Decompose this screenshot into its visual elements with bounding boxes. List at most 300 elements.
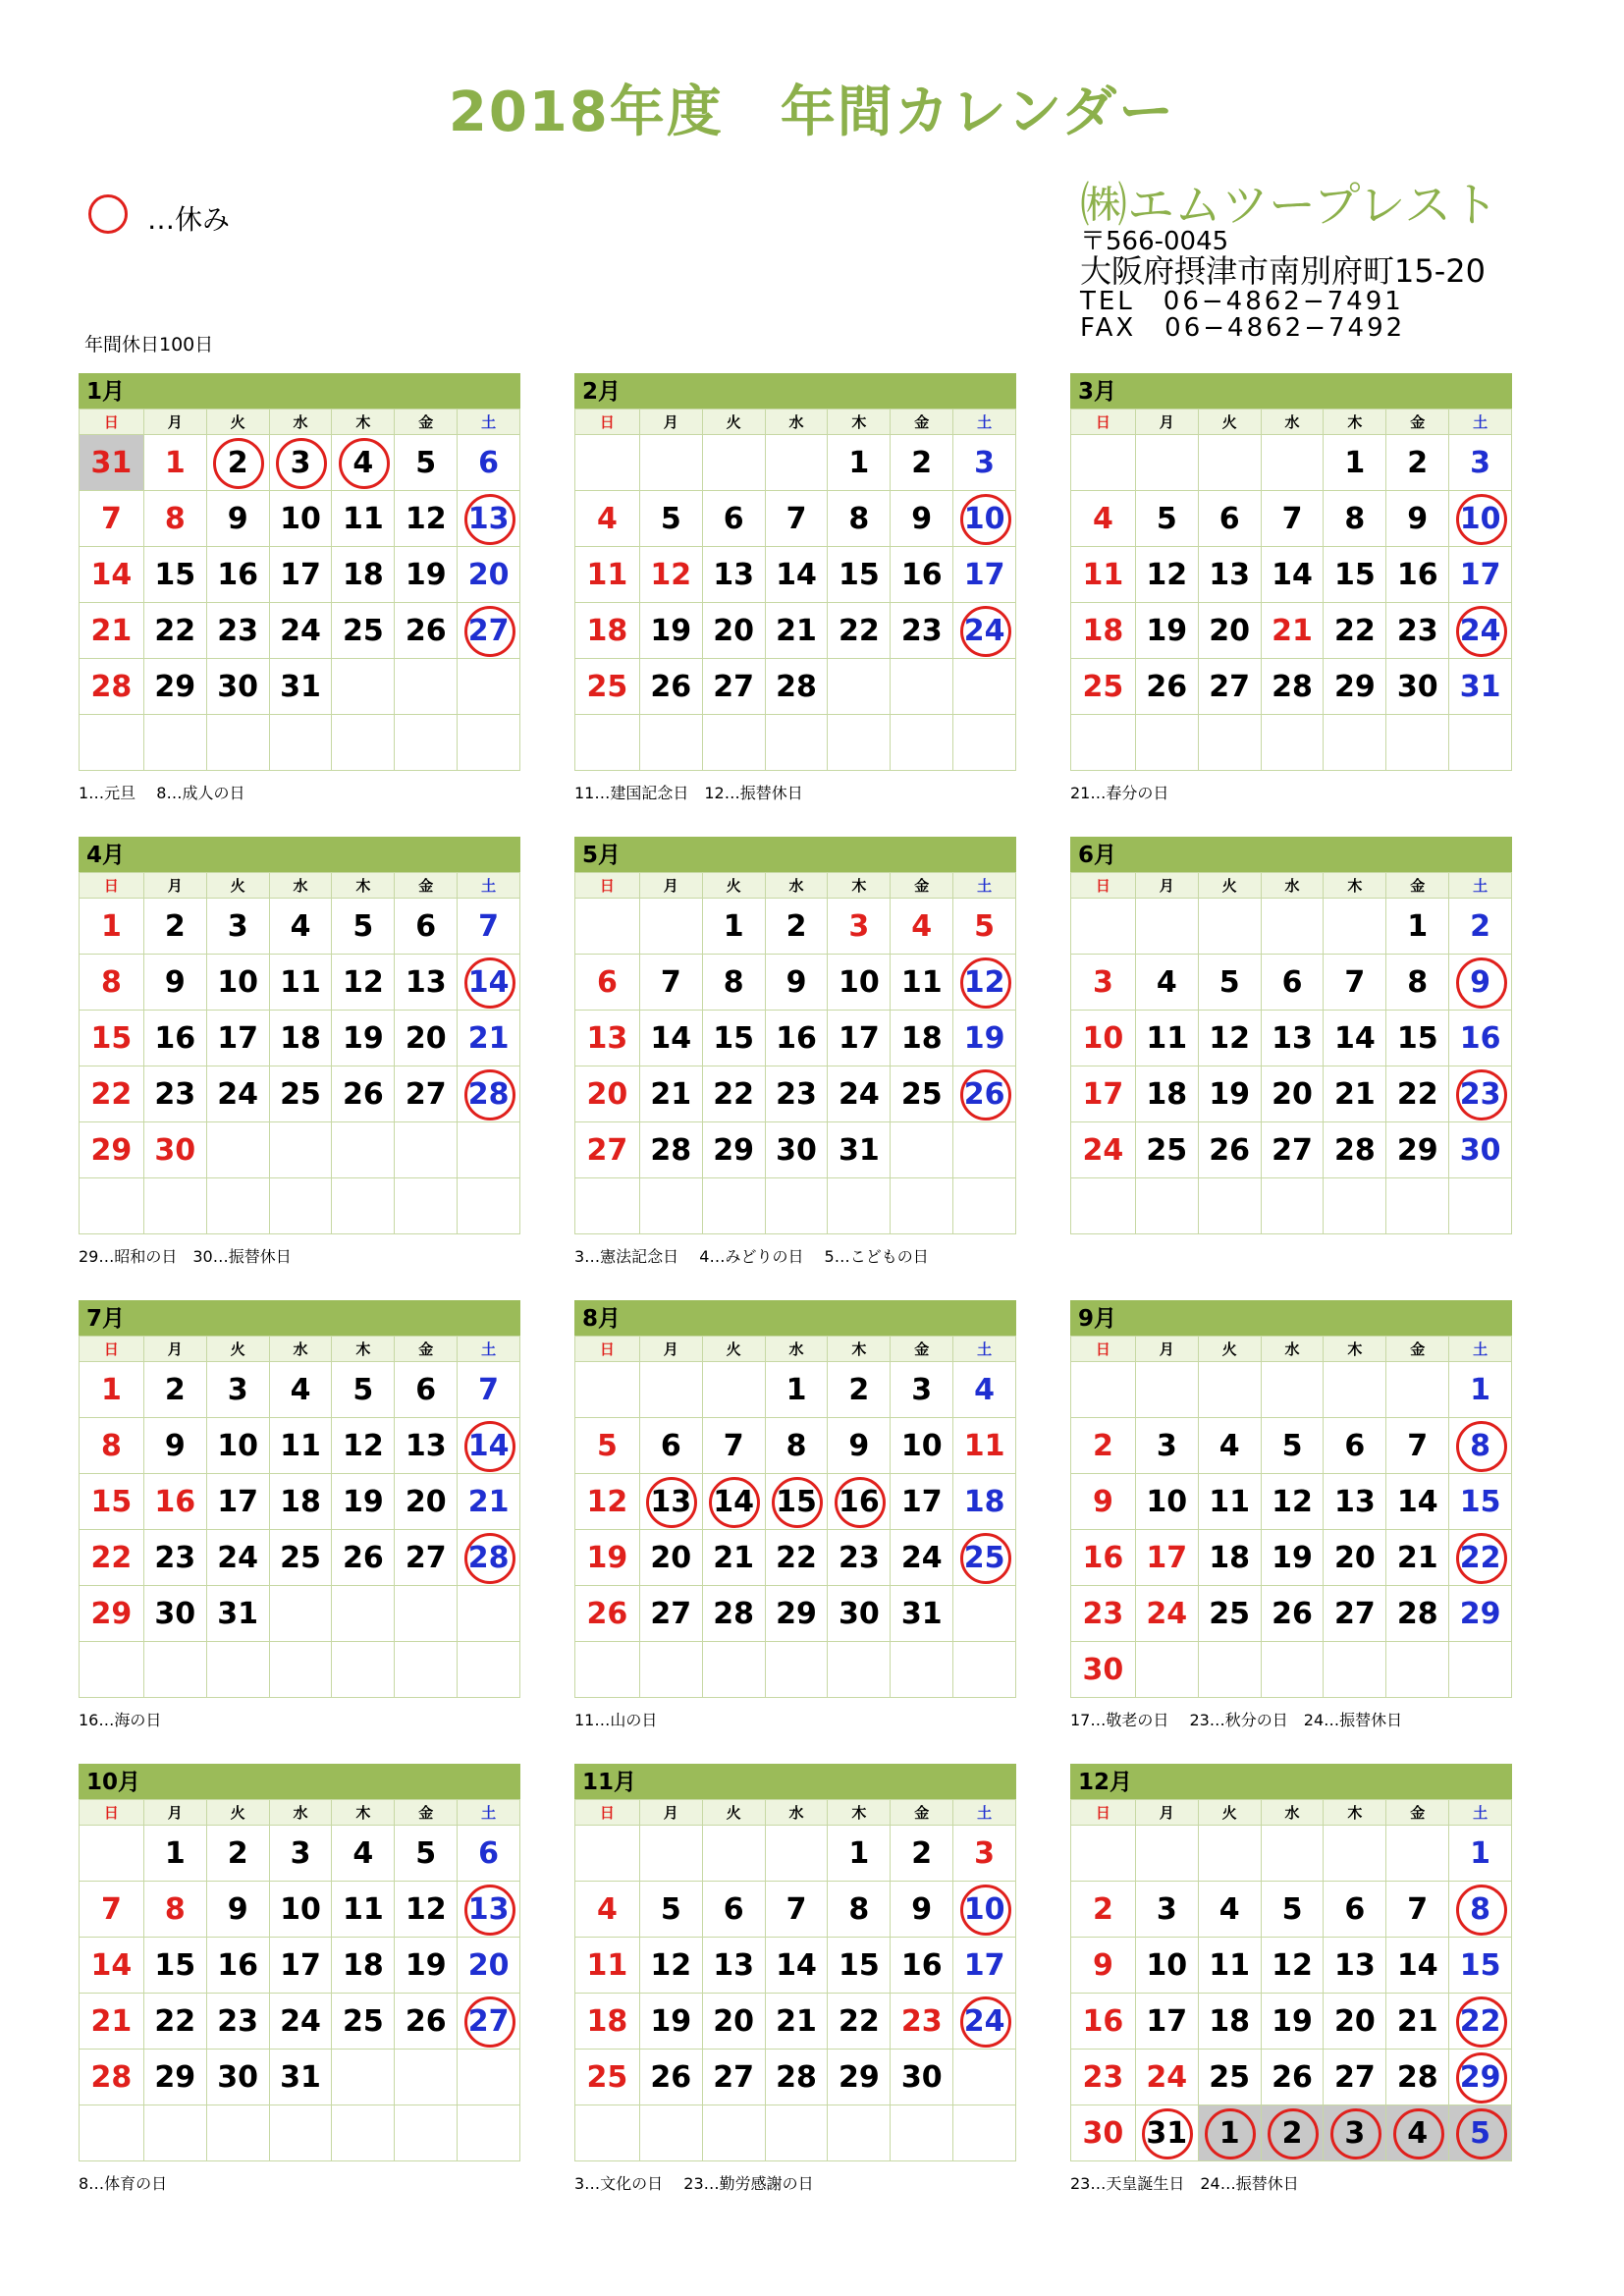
day-cell: 20: [1324, 1994, 1386, 2050]
day-cell: 30: [207, 659, 270, 715]
empty-cell: [270, 715, 333, 771]
day-cell: 21: [640, 1066, 703, 1122]
day-cell: 11: [332, 1882, 395, 1938]
day-cell: 2: [207, 435, 270, 491]
day-cell: 24: [953, 603, 1016, 659]
day-cell: 20: [703, 603, 766, 659]
weekday-label: 土: [1449, 1800, 1512, 1826]
day-cell: 19: [640, 1994, 703, 2050]
weekday-row: [80, 873, 520, 899]
page-title: 2018年度 年間カレンダー: [448, 81, 1176, 144]
day-cell: 27: [703, 2050, 766, 2105]
empty-cell: [1071, 715, 1136, 771]
empty-cell: [891, 1122, 953, 1178]
weekday-label: 土: [458, 410, 520, 435]
day-cell: 9: [891, 491, 953, 547]
weekday-label: 水: [270, 1337, 333, 1362]
day-cell: 19: [1262, 1530, 1325, 1586]
weekday-label: 日: [1071, 873, 1136, 899]
empty-cell: [766, 715, 829, 771]
empty-cell: [1449, 715, 1512, 771]
empty-cell: [1071, 1178, 1136, 1234]
day-cell: 30: [1449, 1122, 1512, 1178]
week-row: [575, 1066, 1016, 1122]
weekday-label: 月: [1136, 1800, 1199, 1826]
empty-cell: [270, 1586, 333, 1642]
day-cell: 11: [575, 1938, 640, 1994]
empty-cell: [828, 2105, 891, 2161]
empty-cell: [80, 1826, 144, 1882]
weekday-label: 金: [1386, 1800, 1449, 1826]
empty-cell: [1386, 1826, 1449, 1882]
day-cell: 27: [1324, 1586, 1386, 1642]
day-cell: 19: [575, 1530, 640, 1586]
week-row: [1071, 899, 1512, 955]
day-cell: 6: [575, 955, 640, 1011]
empty-cell: [891, 1178, 953, 1234]
month-label: 3月: [1070, 373, 1512, 409]
day-cell: 2: [891, 435, 953, 491]
day-cell: 22: [1449, 1530, 1512, 1586]
day-cell: 14: [458, 955, 520, 1011]
day-cell: 22: [828, 603, 891, 659]
day-cell: 28: [640, 1122, 703, 1178]
empty-cell: [640, 1362, 703, 1418]
day-cell: 30: [766, 1122, 829, 1178]
day-cell: 7: [766, 1882, 829, 1938]
week-row: [80, 1178, 520, 1234]
weekday-label: 木: [828, 1800, 891, 1826]
day-cell: 19: [1136, 603, 1199, 659]
day-cell: 31: [270, 2050, 333, 2105]
day-cell: 24: [270, 603, 333, 659]
week-row: [80, 659, 520, 715]
day-cell: 16: [144, 1011, 207, 1066]
week-row: [575, 1530, 1016, 1586]
empty-cell: [766, 1826, 829, 1882]
day-cell: 3: [207, 1362, 270, 1418]
day-cell: 6: [640, 1418, 703, 1474]
weekday-label: 土: [953, 873, 1016, 899]
day-cell: 8: [828, 491, 891, 547]
day-cell: 22: [1449, 1994, 1512, 2050]
day-cell: 12: [640, 1938, 703, 1994]
weekday-label: 金: [891, 873, 953, 899]
weekday-label: 土: [1449, 410, 1512, 435]
weekday-label: 火: [207, 1337, 270, 1362]
holiday-note: 3…憲法記念日 4…みどりの日 5…こどもの日: [574, 1247, 929, 1266]
week-row: [1071, 1994, 1512, 2050]
day-cell: 15: [80, 1011, 144, 1066]
holiday-circle-icon: [88, 194, 128, 234]
weekday-label: 土: [953, 410, 1016, 435]
day-cell: 25: [270, 1066, 333, 1122]
empty-cell: [1199, 1362, 1262, 1418]
empty-cell: [1324, 1642, 1386, 1698]
day-cell: 20: [575, 1066, 640, 1122]
day-cell: 6: [458, 1826, 520, 1882]
day-cell: 26: [395, 1994, 458, 2050]
month-label: 2月: [574, 373, 1016, 409]
empty-cell: [144, 2105, 207, 2161]
day-cell: 3: [828, 899, 891, 955]
empty-cell: [1324, 1826, 1386, 1882]
empty-cell: [332, 1122, 395, 1178]
day-cell: 6: [395, 899, 458, 955]
empty-cell: [1386, 1178, 1449, 1234]
day-cell: 17: [207, 1011, 270, 1066]
day-cell: 3: [270, 1826, 333, 1882]
day-cell: 15: [144, 1938, 207, 1994]
week-row: [1071, 1826, 1512, 1882]
weekday-row: [575, 873, 1016, 899]
day-cell: 10: [1136, 1474, 1199, 1530]
weekday-row: [1071, 1800, 1512, 1826]
weekday-label: 土: [1449, 873, 1512, 899]
day-cell: 21: [766, 603, 829, 659]
weekday-label: 月: [640, 1800, 703, 1826]
day-cell: 22: [80, 1530, 144, 1586]
holiday-note: 16…海の日: [79, 1711, 162, 1729]
day-cell: 29: [1449, 2050, 1512, 2105]
day-cell: 14: [458, 1418, 520, 1474]
empty-cell: [953, 2050, 1016, 2105]
empty-cell: [144, 715, 207, 771]
day-cell: 10: [953, 491, 1016, 547]
empty-cell: [1136, 435, 1199, 491]
empty-cell: [1262, 715, 1325, 771]
holiday-note: 11…山の日: [574, 1711, 658, 1729]
week-row: [80, 547, 520, 603]
weekday-label: 日: [575, 410, 640, 435]
empty-cell: [640, 899, 703, 955]
week-row: [1071, 1586, 1512, 1642]
day-cell: 5: [575, 1418, 640, 1474]
day-cell: 15: [144, 547, 207, 603]
day-cell: 8: [1324, 491, 1386, 547]
day-cell: 31: [80, 435, 144, 491]
day-cell: 3: [1136, 1882, 1199, 1938]
day-cell: 18: [1199, 1530, 1262, 1586]
weekday-label: 土: [1449, 1337, 1512, 1362]
month-label: 4月: [79, 837, 520, 872]
day-cell: 29: [1324, 659, 1386, 715]
holiday-note: 8…体育の日: [79, 2174, 168, 2193]
day-cell: 12: [332, 1418, 395, 1474]
empty-cell: [640, 1642, 703, 1698]
day-cell: 5: [953, 899, 1016, 955]
day-cell: 8: [703, 955, 766, 1011]
weekday-label: 火: [703, 410, 766, 435]
holiday-note: 23…天皇誕生日 24…振替休日: [1070, 2174, 1299, 2193]
weekday-label: 月: [640, 410, 703, 435]
day-cell: 27: [640, 1586, 703, 1642]
weekday-row: [1071, 410, 1512, 435]
week-row: [80, 1474, 520, 1530]
day-cell: 31: [828, 1122, 891, 1178]
empty-cell: [766, 435, 829, 491]
week-row: [1071, 2105, 1512, 2161]
week-row: [575, 1586, 1016, 1642]
empty-cell: [395, 1642, 458, 1698]
empty-cell: [332, 715, 395, 771]
weekday-label: 日: [80, 1337, 144, 1362]
day-cell: 8: [1386, 955, 1449, 1011]
day-cell: 21: [1386, 1994, 1449, 2050]
day-cell: 17: [270, 1938, 333, 1994]
day-cell: 17: [207, 1474, 270, 1530]
week-row: [80, 1122, 520, 1178]
week-row: [1071, 603, 1512, 659]
week-row: [1071, 715, 1512, 771]
day-cell: 12: [640, 547, 703, 603]
week-row: [575, 1418, 1016, 1474]
empty-cell: [80, 1642, 144, 1698]
weekday-label: 金: [891, 1337, 953, 1362]
weekday-label: 火: [207, 1800, 270, 1826]
empty-cell: [703, 1642, 766, 1698]
day-cell: 25: [1199, 1586, 1262, 1642]
day-cell: 9: [207, 491, 270, 547]
weekday-label: 水: [1262, 1337, 1325, 1362]
holiday-note: [1070, 1244, 1512, 1264]
day-cell: 24: [1071, 1122, 1136, 1178]
empty-cell: [640, 715, 703, 771]
day-cell: 18: [575, 603, 640, 659]
weekday-label: 月: [144, 1337, 207, 1362]
weekday-label: 月: [640, 1337, 703, 1362]
day-cell: 10: [207, 955, 270, 1011]
empty-cell: [575, 1362, 640, 1418]
empty-cell: [80, 1178, 144, 1234]
day-cell: 25: [575, 2050, 640, 2105]
empty-cell: [144, 1178, 207, 1234]
day-cell: 28: [458, 1066, 520, 1122]
empty-cell: [1262, 1362, 1325, 1418]
day-cell: 6: [703, 491, 766, 547]
month-grid: [574, 409, 1016, 771]
month-label: 11月: [574, 1764, 1016, 1799]
day-cell: 9: [891, 1882, 953, 1938]
day-cell: 9: [144, 955, 207, 1011]
day-cell: 11: [1199, 1474, 1262, 1530]
day-cell: 11: [1136, 1011, 1199, 1066]
week-row: [1071, 1474, 1512, 1530]
empty-cell: [1449, 1178, 1512, 1234]
month-grid: [1070, 1799, 1512, 2161]
weekday-label: 水: [270, 873, 333, 899]
month-block: [1070, 1300, 1512, 1727]
day-cell: 30: [144, 1586, 207, 1642]
day-cell: 22: [703, 1066, 766, 1122]
day-cell: 7: [80, 1882, 144, 1938]
day-cell: 12: [332, 955, 395, 1011]
day-cell: 4: [953, 1362, 1016, 1418]
day-cell: 7: [766, 491, 829, 547]
weekday-label: 金: [395, 410, 458, 435]
day-cell: 18: [332, 547, 395, 603]
week-row: [575, 1362, 1016, 1418]
empty-cell: [828, 715, 891, 771]
day-cell: 17: [828, 1011, 891, 1066]
day-cell: 22: [144, 603, 207, 659]
company-name: ㈱エムツープレスト: [1080, 178, 1499, 233]
day-cell: 16: [1071, 1530, 1136, 1586]
weekday-label: 日: [575, 873, 640, 899]
empty-cell: [1136, 1826, 1199, 1882]
day-cell: 30: [207, 2050, 270, 2105]
day-cell: 25: [332, 603, 395, 659]
day-cell: 28: [80, 659, 144, 715]
day-cell: 25: [953, 1530, 1016, 1586]
empty-cell: [1262, 899, 1325, 955]
week-row: [575, 435, 1016, 491]
day-cell: 22: [828, 1994, 891, 2050]
month-block: [79, 837, 520, 1264]
day-cell: 13: [640, 1474, 703, 1530]
week-row: [575, 1938, 1016, 1994]
day-cell: 9: [1071, 1474, 1136, 1530]
weekday-row: [1071, 1337, 1512, 1362]
day-cell: 15: [1449, 1938, 1512, 1994]
day-cell: 8: [80, 1418, 144, 1474]
month-label: 1月: [79, 373, 520, 409]
day-cell: 7: [1262, 491, 1325, 547]
day-cell: 27: [395, 1066, 458, 1122]
empty-cell: [458, 1642, 520, 1698]
empty-cell: [1199, 1826, 1262, 1882]
empty-cell: [766, 1178, 829, 1234]
empty-cell: [1262, 1178, 1325, 1234]
day-cell: 4: [575, 491, 640, 547]
day-cell: 1: [144, 435, 207, 491]
day-cell: 3: [1324, 2105, 1386, 2161]
day-cell: 25: [1199, 2050, 1262, 2105]
weekday-label: 金: [395, 873, 458, 899]
day-cell: 21: [703, 1530, 766, 1586]
week-row: [1071, 1882, 1512, 1938]
day-cell: 5: [1136, 491, 1199, 547]
week-row: [575, 715, 1016, 771]
weekday-label: 木: [1324, 873, 1386, 899]
day-cell: 30: [1386, 659, 1449, 715]
month-block: [574, 1300, 1016, 1727]
weekday-label: 木: [828, 873, 891, 899]
day-cell: 11: [270, 1418, 333, 1474]
company-address: 大阪府摂津市南別府町15-20: [1080, 252, 1486, 291]
empty-cell: [703, 435, 766, 491]
week-row: [575, 1826, 1016, 1882]
weekday-label: 火: [1199, 873, 1262, 899]
day-cell: 29: [144, 659, 207, 715]
day-cell: 4: [891, 899, 953, 955]
day-cell: 6: [1324, 1882, 1386, 1938]
month-grid: [574, 1799, 1016, 2161]
day-cell: 15: [703, 1011, 766, 1066]
day-cell: 20: [395, 1474, 458, 1530]
week-row: [80, 1066, 520, 1122]
day-cell: 9: [1449, 955, 1512, 1011]
week-row: [1071, 659, 1512, 715]
day-cell: 8: [1449, 1882, 1512, 1938]
day-cell: 15: [1449, 1474, 1512, 1530]
day-cell: 15: [766, 1474, 829, 1530]
day-cell: 16: [207, 1938, 270, 1994]
week-row: [80, 1642, 520, 1698]
weekday-label: 水: [766, 873, 829, 899]
day-cell: 16: [1386, 547, 1449, 603]
holiday-note: 3…文化の日 23…勤労感謝の日: [574, 2174, 814, 2193]
week-row: [575, 2105, 1016, 2161]
month-label: 5月: [574, 837, 1016, 872]
day-cell: 20: [703, 1994, 766, 2050]
day-cell: 25: [270, 1530, 333, 1586]
empty-cell: [1136, 1642, 1199, 1698]
week-row: [575, 1882, 1016, 1938]
day-cell: 5: [640, 491, 703, 547]
day-cell: 19: [1199, 1066, 1262, 1122]
day-cell: 14: [80, 1938, 144, 1994]
empty-cell: [270, 1178, 333, 1234]
day-cell: 1: [1449, 1362, 1512, 1418]
week-row: [1071, 1011, 1512, 1066]
week-row: [80, 491, 520, 547]
week-row: [80, 435, 520, 491]
week-row: [1071, 1122, 1512, 1178]
empty-cell: [828, 1178, 891, 1234]
day-cell: 14: [80, 547, 144, 603]
day-cell: 12: [1262, 1474, 1325, 1530]
day-cell: 23: [828, 1530, 891, 1586]
empty-cell: [395, 659, 458, 715]
day-cell: 27: [575, 1122, 640, 1178]
day-cell: 26: [395, 603, 458, 659]
weekday-label: 土: [458, 1800, 520, 1826]
day-cell: 2: [144, 1362, 207, 1418]
week-row: [80, 2105, 520, 2161]
day-cell: 26: [1262, 2050, 1325, 2105]
weekday-label: 水: [766, 1800, 829, 1826]
day-cell: 27: [1262, 1122, 1325, 1178]
weekday-label: 火: [207, 873, 270, 899]
day-cell: 12: [575, 1474, 640, 1530]
holiday-note: 11…建国記念日 12…振替休日: [574, 784, 803, 802]
day-cell: 19: [332, 1474, 395, 1530]
month-grid: [1070, 409, 1512, 771]
empty-cell: [575, 1826, 640, 1882]
day-cell: 2: [207, 1826, 270, 1882]
empty-cell: [270, 2105, 333, 2161]
week-row: [80, 1011, 520, 1066]
empty-cell: [891, 2105, 953, 2161]
empty-cell: [766, 1642, 829, 1698]
company-fax: FAX 06−4862−7492: [1080, 313, 1406, 344]
weekday-label: 水: [1262, 873, 1325, 899]
empty-cell: [395, 1122, 458, 1178]
day-cell: 18: [1071, 603, 1136, 659]
week-row: [1071, 1178, 1512, 1234]
day-cell: 24: [1136, 2050, 1199, 2105]
day-cell: 5: [395, 435, 458, 491]
day-cell: 21: [1386, 1530, 1449, 1586]
empty-cell: [1199, 715, 1262, 771]
weekday-label: 火: [703, 873, 766, 899]
day-cell: 2: [1386, 435, 1449, 491]
month-block: [574, 373, 1016, 800]
weekday-label: 火: [1199, 1800, 1262, 1826]
empty-cell: [1386, 1642, 1449, 1698]
week-row: [575, 1011, 1016, 1066]
